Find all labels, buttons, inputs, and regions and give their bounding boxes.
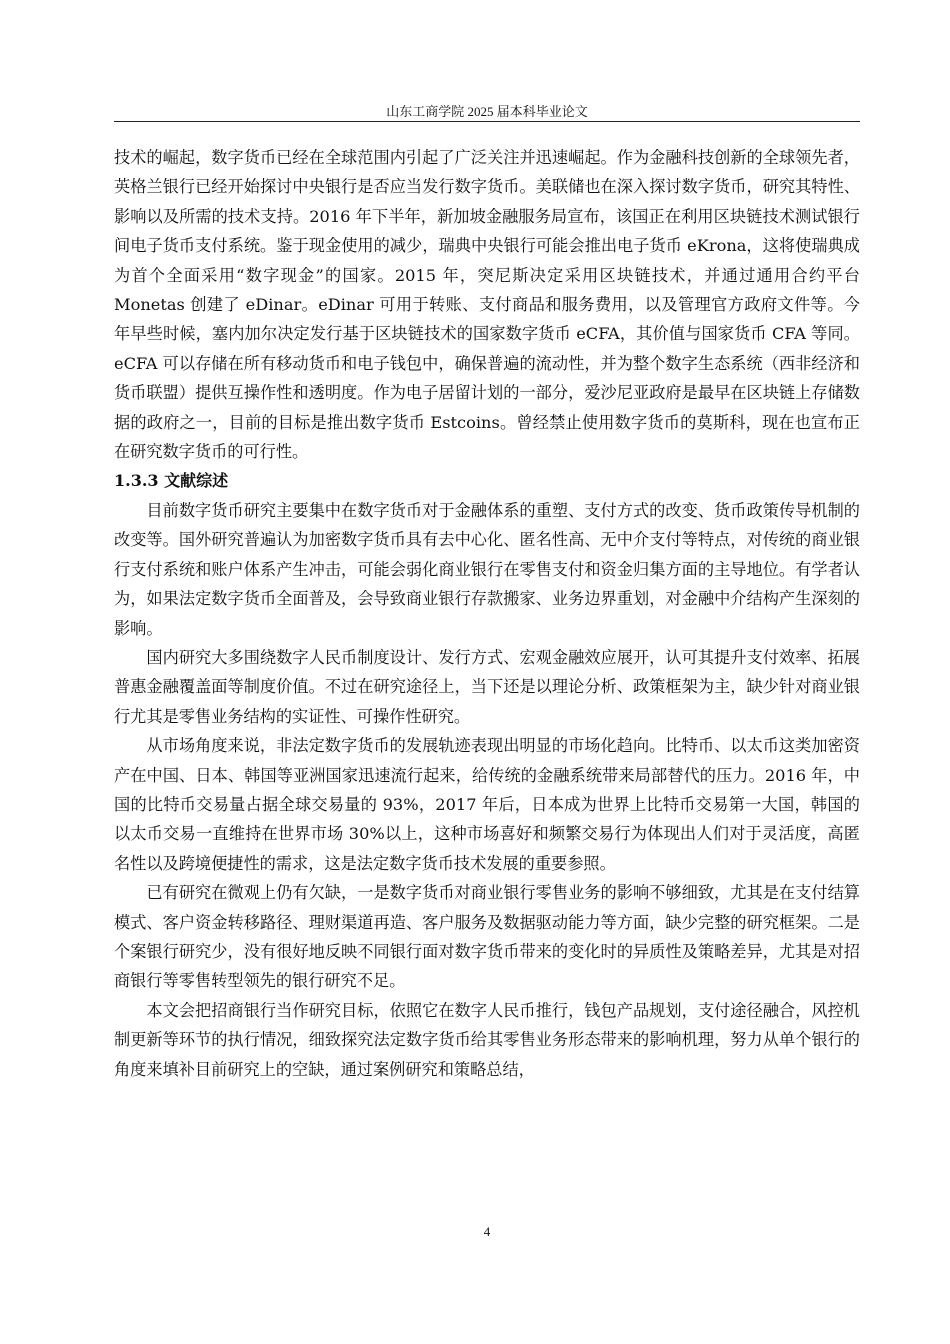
paragraph: 目前数字货币研究主要集中在数字货币对于金融体系的重塑、支付方式的改变、货币政策传导机制的改变等。国外研究普遍认为加密数字货币具有去中心化、匿名性高、无中介支付等特点，对传统的商业银行支付系统和账户体系产生冲击，可能会弱化商业银行在零售支付和资金归集方面的主导地位。有学者认为，如果法定数字货币全面普及，会导致商业银行存款搬家、业务边界重划，对金融中介结构产生深刻的影响。 [114, 500, 860, 638]
paragraph-continued: 技术的崛起，数字货币已经在全球范围内引起了广泛关注并迅速崛起。作为金融科技创新的全球领先者，英格兰银行已经开始探讨中央银行是否应当发行数字货币。美联储也在深入探讨数字货币，研究其特性、影响以及所需的技术支持。2016 年下半年，新加坡金融服务局宣布，该国正在利用区块链技术测试银行间电子货币支付系统。鉴于现金使用的减少，瑞典中央银行可能会推出电子货币 eKrona，这将使瑞典成为首个全面采用“数字现金”的国家。2015 年，突尼斯决定采用区块链技术，并通过通用合约平台 Monetas 创建了 eDinar。eDinar 可用于转账、支付商品和服务费用，以及管理官方政府文件等。今年早些时候，塞内加尔决定发行基于区块链技术的国家数字货币 eCFA，其价值与国家货币 CFA 等同。eCFA 可以存储在所有移动货币和电子钱包中，确保普遍的流动性，并为整个数字生态系统（西非经济和货币联盟）提供互操作性和透明度。作为电子居留计划的一部分，爱沙尼亚政府是最早在区块链上存储数据的政府之一，目前的目标是推出数字货币 Estcoins。曾经禁止使用数字货币的莫斯科，现在也宣布正在研究数字货币的可行性。 [114, 148, 860, 462]
section-heading: 1.3.3 文献综述 [114, 471, 229, 491]
paragraph: 国内研究大多围绕数字人民币制度设计、发行方式、宏观金融效应展开，认可其提升支付效率、拓展普惠金融覆盖面等制度价值。不过在研究途径上，当下还是以理论分析、政策框架为主，缺少针对商业银行尤其是零售业务结构的实证性、可操作性研究。 [114, 647, 860, 726]
header-divider [114, 121, 860, 122]
page-content [114, 143, 860, 1084]
page-header: 山东工商学院 2025 届本科毕业论文 [386, 104, 588, 119]
paragraph: 从市场角度来说，非法定数字货币的发展轨迹表现出明显的市场化趋向。比特币、以太币这类加密资产在中国、日本、韩国等亚洲国家迅速流行起来，给传统的金融系统带来局部替代的压力。2016 年，中国的比特币交易量占据全球交易量的 93%，2017 年后，日本成为世界上比特币交易第一大国，韩国的以太币交易一直维持在世界市场 30%以上，这种市场喜好和频繁交易行为体现出人们对于灵活度，高匿名性以及跨境便捷性的需求，这是法定数字货币技术发展的重要参照。 [114, 736, 860, 873]
paragraph: 本文会把招商银行当作研究目标，依照它在数字人民币推行，钱包产品规划，支付途径融合，风控机制更新等环节的执行情况，细致探究法定数字货币给其零售业务形态带来的影响机理，努力从单个银行的角度来填补目前研究上的空缺，通过案例研究和策略总结， [114, 1000, 860, 1079]
page-number: 4 [483, 1224, 491, 1239]
paragraph: 已有研究在微观上仍有欠缺，一是数字货币对商业银行零售业务的影响不够细致，尤其是在支付结算模式、客户资金转移路径、理财渠道再造、客户服务及数据驱动能力等方面，缺少完整的研究框架。二是个案银行研究少，没有很好地反映不同银行面对数字货币带来的变化时的异质性及策略差异，尤其是对招商银行等零售转型领先的银行研究不足。 [114, 883, 860, 991]
